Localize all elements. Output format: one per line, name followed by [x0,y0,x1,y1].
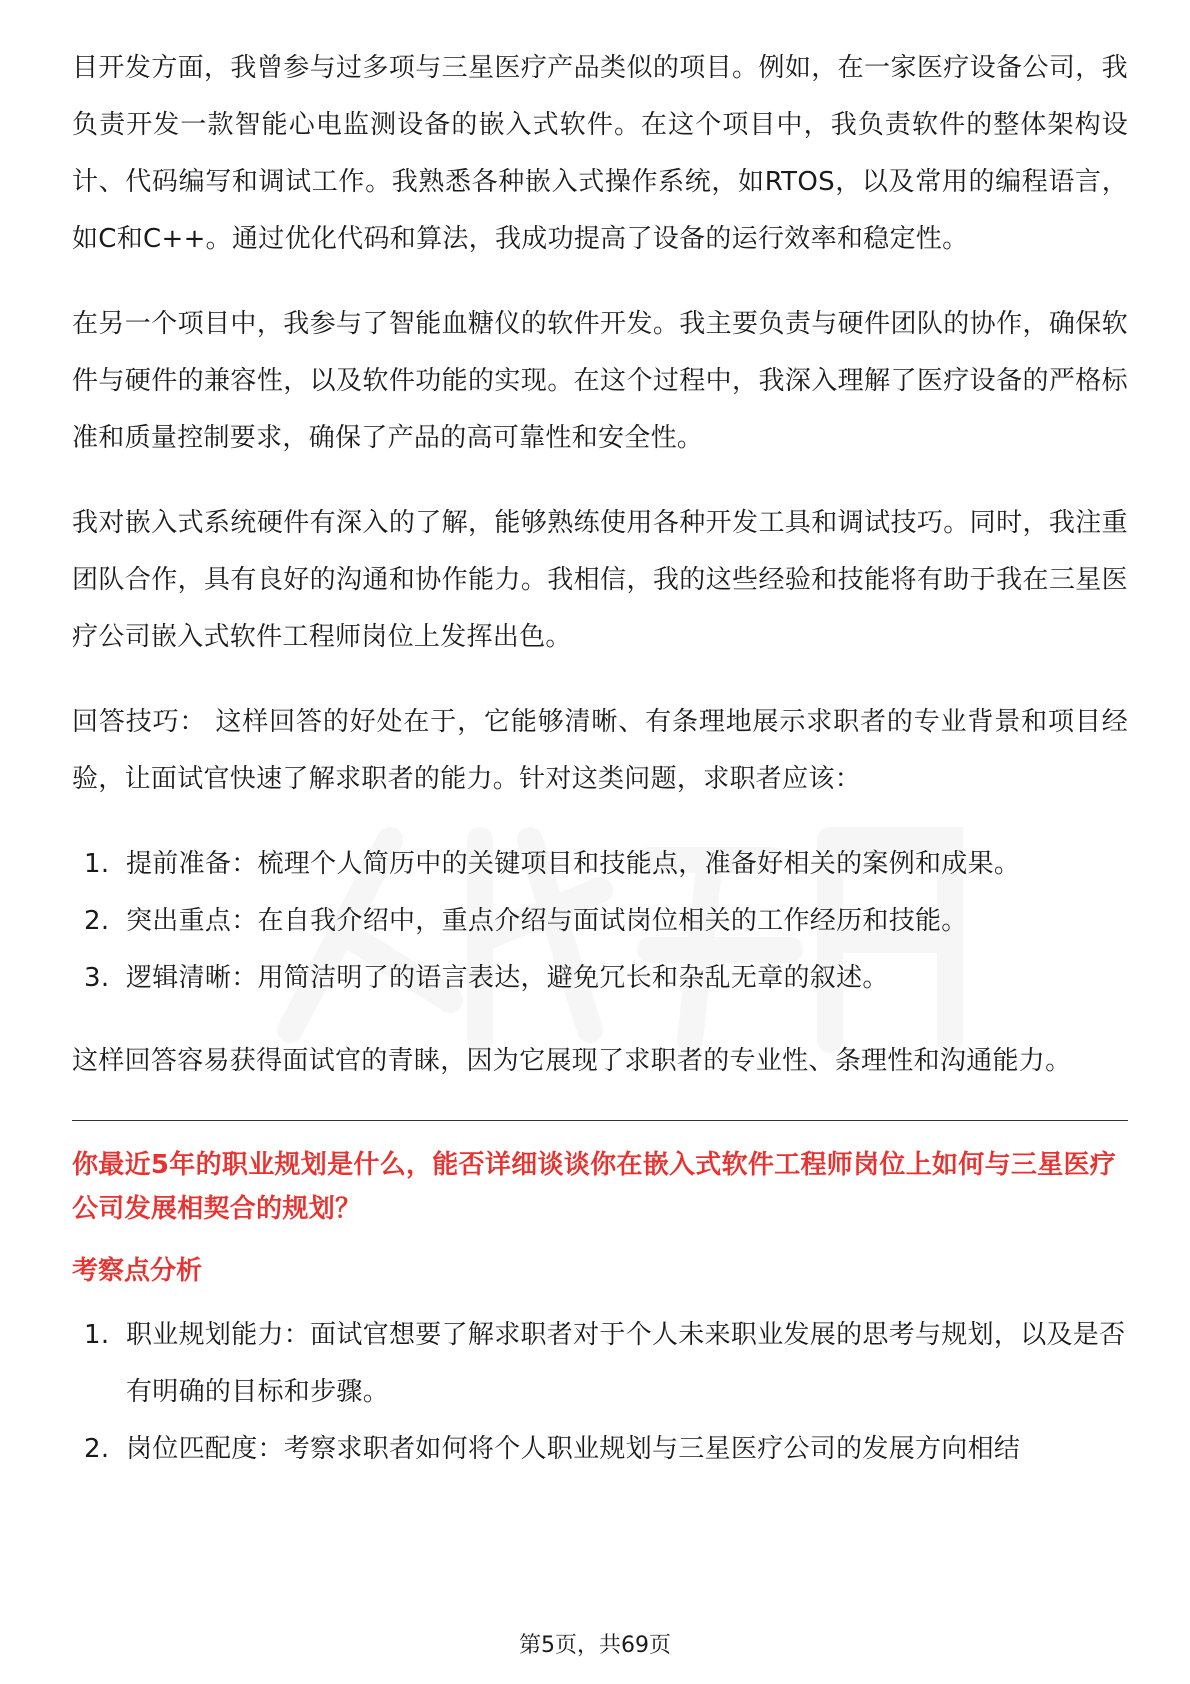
analysis-list [72,1307,1128,1478]
paragraph: 这样回答容易获得面试官的青睐，因为它展现了求职者的专业性、条理性和沟通能力。 [72,1046,1072,1076]
answer-tips-intro: 回答技巧： 这样回答的好处在于，它能够清晰、有条理地展示求职者的专业背景和项目经验，让面试官快速了解求职者的能力。针对这类问题，求职者应该： [72,707,1128,794]
paragraph: 在另一个项目中，我参与了智能血糖仪的软件开发。我主要负责与硬件团队的协作，确保软件与硬件的兼容性，以及软件功能的实现。在这个过程中，我深入理解了医疗设备的严格标准和质量控制要求，确保了产品的高可靠性和安全性。 [72,309,1128,453]
list-number: 1. [84,849,110,879]
document-page [72,40,1128,1504]
list-number: 2. [84,1434,110,1464]
list-item [72,1307,1128,1421]
list-number: 3. [84,963,110,993]
list-item [72,1421,1128,1478]
list-item-text: 突出重点：在自我介绍中，重点介绍与面试岗位相关的工作经历和技能。 [126,906,968,936]
list-item-text: 职业规划能力：面试官想要了解求职者对于个人未来职业发展的思考与规划，以及是否有明确的目标和步骤。 [126,1320,1126,1407]
list-item-text: 逻辑清晰：用简洁明了的语言表达，避免冗长和杂乱无章的叙述。 [126,963,889,993]
list-item-text: 提前准备：梳理个人简历中的关键项目和技能点，准备好相关的案例和成果。 [126,849,1021,879]
list-number: 1. [84,1320,110,1350]
interview-question: 你最近5年的职业规划是什么，能否详细谈谈你在嵌入式软件工程师岗位上如何与三星医疗公司发展相契合的规划？ [72,1150,1117,1224]
paragraph: 我对嵌入式系统硬件有深入的了解，能够熟练使用各种开发工具和调试技巧。同时，我注重团队合作，具有良好的沟通和协作能力。我相信，我的这些经验和技能将有助于我在三星医疗公司嵌入式软件工程师岗位上发挥出色。 [72,508,1128,652]
list-number: 2. [84,906,110,936]
list-item [72,950,1128,1007]
list-item [72,836,1128,893]
tips-list [72,836,1128,1007]
list-item [72,893,1128,950]
section-divider [72,1120,1128,1121]
page-number: 第5页，共69页 [519,1633,671,1658]
analysis-heading: 考察点分析 [72,1256,203,1286]
list-item-text: 岗位匹配度：考察求职者如何将个人职业规划与三星医疗公司的发展方向相结 [126,1434,1021,1464]
paragraph: 目开发方面，我曾参与过多项与三星医疗产品类似的项目。例如，在一家医疗设备公司，我负责开发一款智能心电监测设备的嵌入式软件。在这个项目中，我负责软件的整体架构设计、代码编写和调试工作。我熟悉各种嵌入式操作系统，如RTOS，以及常用的编程语言，如C和C++。通过优化代码和算法，我成功提高了设备的运行效率和稳定性。 [72,53,1128,254]
